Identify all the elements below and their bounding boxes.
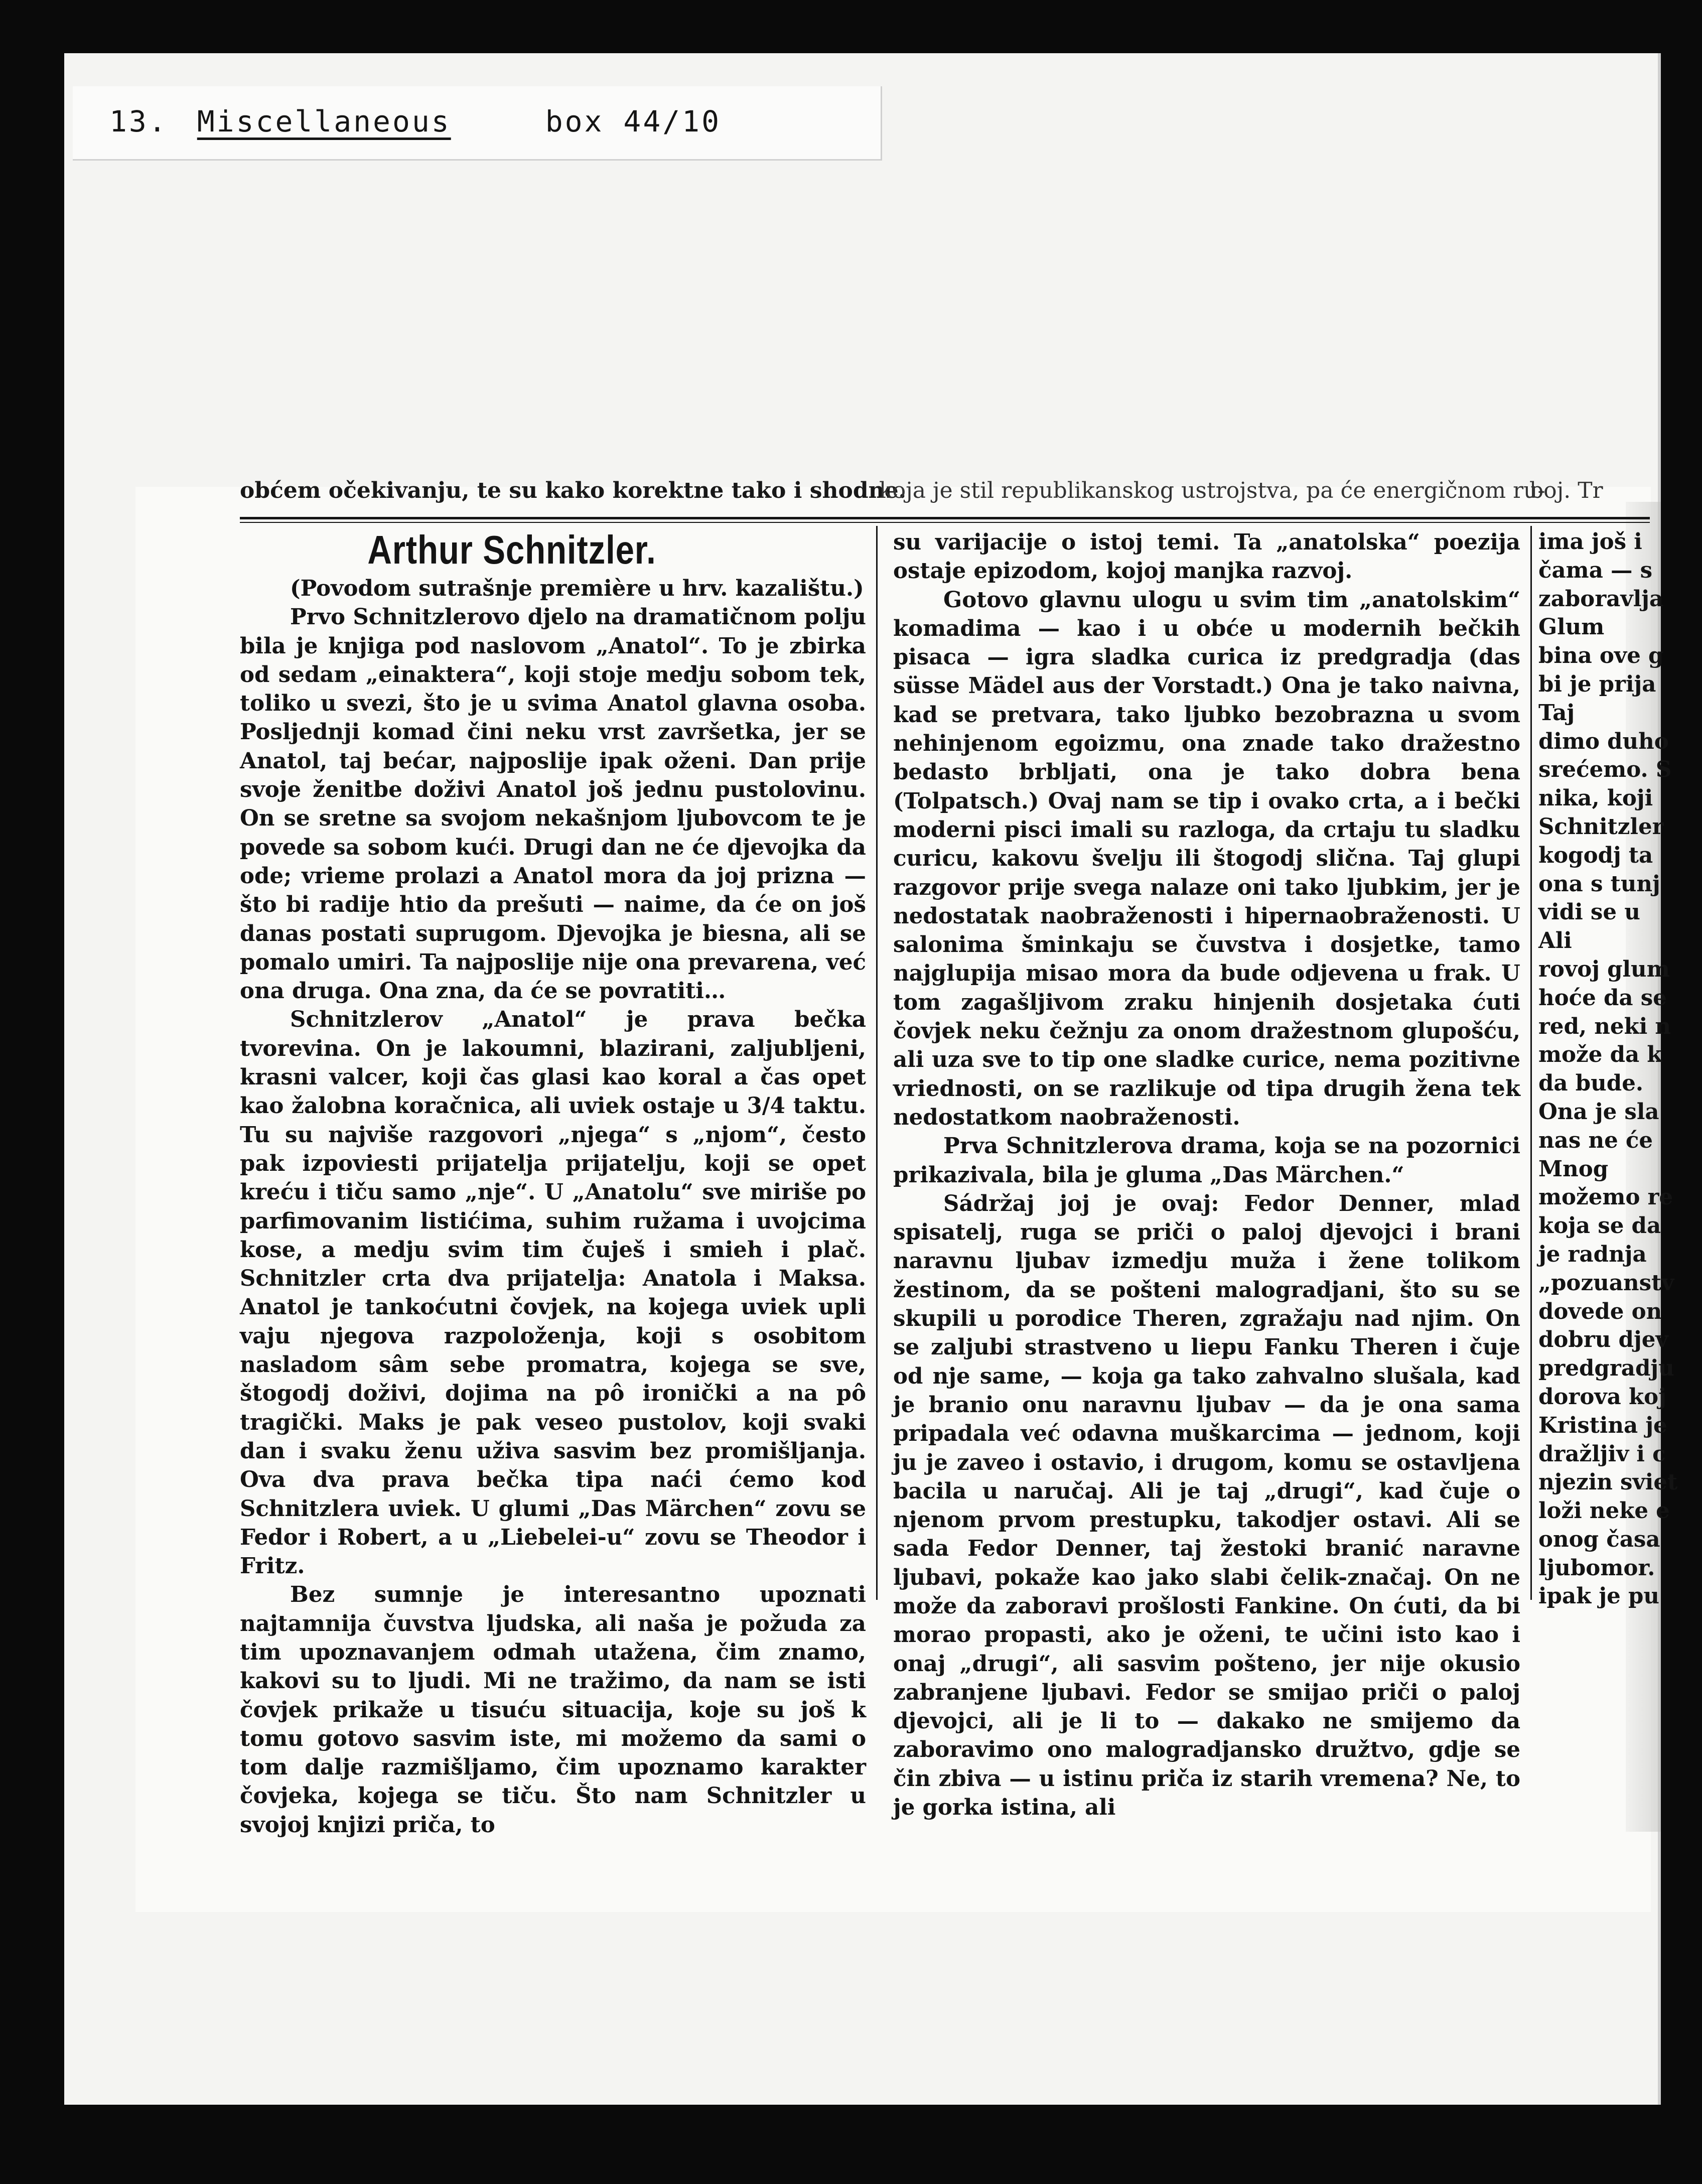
column-3-line: Schnitzler — [1538, 813, 1664, 840]
column-3-line: onog časa — [1538, 1526, 1660, 1552]
column-3-line: koja se da — [1538, 1213, 1661, 1239]
archive-box-number: box 44/10 — [545, 104, 721, 139]
column-3-line: loži neke e — [1538, 1498, 1670, 1524]
column-3-line: vidi se u — [1538, 899, 1640, 925]
column-3-line: srećemo. S — [1538, 757, 1672, 783]
column-3-line: čama — s — [1538, 557, 1653, 583]
column-3-line: ljubomor. — [1538, 1555, 1655, 1581]
article-paragraph: Sádržaj joj je ovaj: Fedor Denner, mlad spisatelj, ruga se priči o paloj djevojci i brani naravnu ljubav izmedju muža i žene tolikom žestinom, da se pošteni malogradjani, što su se skupili u porodice Theren, zgražaju nad njim. On se zaljubi strastveno u liepu Fanku Theren i čuje od nje same, — koja ga tako zahvalno slušala, kad je branio onu naravnu ljubav — da je ona sama pripadala već odavna muškarcima — jednom, koji ju je zaveo i ostavio, i drugom, komu se ostavljena bacila u naručaj. Ali je taj „drugi“, kad čuje o njenom prvom prestupku, takodjer ostavi. Ali se sada Fedor Denner, taj žestoki branić naravne ljubavi, pokaže kao jako slabi čelik-značaj. On ne može da zaboravi prošlosti Fankine. On ćuti, da bi morao propasti, ako je oženi, te učini isto kao i onaj „drugi“, ali sasvim pošteno, jer nije okusio zabranjene ljubavi. Fedor se smijao priči o paloj djevojci, ali je li to — dakako ne smijemo da zaboravimo ono malogradjansko družtvo, gdje se čin zbiva — u istinu priča iz starih vremena? Ne, to je gorka istina, ali — [893, 1190, 1520, 1821]
column-3-line: nas ne će — [1538, 1127, 1653, 1153]
article-column-2 — [893, 528, 1520, 1821]
header-rule-top — [240, 517, 1650, 519]
article-subtitle: (Povodom sutrašnje première u hrv. kazalištu.) — [290, 576, 864, 601]
column-3-line: rovoj glum — [1538, 956, 1670, 982]
header-rule-bottom — [240, 522, 1650, 523]
column-3-line: Taj — [1538, 700, 1575, 726]
previous-article-col1-fragment: obćem očekivanju, te su kako korektne tako i shodne. — [240, 478, 906, 503]
column-3-line: Kristina je — [1538, 1412, 1667, 1438]
column-3-line: njezin sviet — [1538, 1469, 1678, 1495]
column-3-line: dorova koj — [1538, 1384, 1666, 1410]
column-3-line: Ali — [1538, 928, 1572, 954]
article-paragraph: su varijacije o istoj temi. Ta „anatolska“ poezija ostaje epizodom, kojoj manjka razvoj. — [893, 529, 1520, 584]
column-3-line: Ona je sla — [1538, 1099, 1659, 1125]
column-3-line: zaboravlja — [1538, 586, 1664, 612]
column-3-line: možemo re — [1538, 1184, 1673, 1210]
archive-number: 13. — [109, 104, 168, 139]
article-column-1 — [240, 526, 866, 1838]
article-paragraph: Prva Schnitzlerova drama, koja se na pozornici prikazivala, bila je gluma „Das Märchen.“ — [893, 1133, 1520, 1188]
column-3-line: ima još i — [1538, 529, 1642, 555]
column-3-line: bi je prija — [1538, 671, 1656, 697]
column-3-line: Glum — [1538, 614, 1605, 640]
column-3-line: je radnja — [1538, 1241, 1647, 1267]
archive-category: Miscellaneous — [197, 104, 451, 139]
archive-label — [109, 96, 721, 147]
article-paragraph: Gotovo glavnu ulogu u svim tim „anatolskim“ komadima — kao i u obće u modernih bečkih pisaca — igra sladka curica iz predgradja (das süsse Mädel aus der Vorstadt.) Ona je tako naivna, kad se pretvara, tako ljubko bezobrazna u svom nehinjenom egoizmu, ona znade tako dražestno bedasto brbljati, ona je tako dobra bena (Tolpatsch.) Ovaj nam se tip i ovako crta, a i bečki moderni pisci imali su razloga, da crtaju tu sladku curicu, kakovu švelju ili štogodj slična. Taj glupi razgovor prije svega nalaze oni tako ljubkim, jer je nedostatak naobraženosti i hipernaobraženosti. U salonima šminkaju se čuvstva i dosjetke, tamo najglupija misao mora da bude odjevena u frak. U tom zagašljivom zraku hinjenih dosjetaka ćuti čovjek neku čežnju za onom dražestnom glupošću, ali uza sve to tip one sladke curice, nema pozitivne vriednosti, on se razlikuje od tipa drugih žena tek nedostatkom naobraženosti. — [893, 587, 1520, 1130]
column-3-line: dražljiv i c — [1538, 1441, 1666, 1467]
column-3-line: hoće da se — [1538, 985, 1667, 1011]
previous-article-col3-fragment: boj. Tr — [1529, 478, 1603, 503]
bleedthrough-text-left — [246, 1606, 863, 1671]
column-3-line: ona s tunj — [1538, 871, 1660, 897]
column-3-line: Mnog — [1538, 1156, 1609, 1182]
column-3-line: bina ove g — [1538, 643, 1664, 669]
column-3-line: nika, koji — [1538, 785, 1653, 811]
article-paragraph: Prvo Schnitzlerovo djelo na dramatičnom polju bila je knjiga pod naslovom „Anatol“. To je zbirka od sedam „einaktera“, koji stoje medju sobom tek, toliko u svezi, što je u svima Anatol glavna osoba. Posljednji komad čini neku vrst završetka, jer se Anatol, taj bećar, najposlije ipak oženi. Dan prije svoje ženitbe doživi Anatol još jednu pustolovinu. On se sretne sa svojom nekašnjom ljubovcom te je povede sa sobom kući. Drugi dan ne će djevojka da ode; vrieme prolazi a Anatol mora da joj prizna — što bi radije htio da prešuti — naime, da će on još danas postati suprugom. Djevojka je biesna, ali se pomalo umiri. Ta najposlije nije ona prevarena, već ona druga. Ona zna, da će se povratiti… — [240, 604, 866, 1004]
article-title: Arthur Schnitzler. — [367, 527, 656, 572]
column-3-line: ipak je pu — [1538, 1583, 1660, 1609]
column-3-line: dobru djev — [1538, 1327, 1668, 1353]
column-3-line: da bude. — [1538, 1070, 1644, 1097]
bleedthrough-text-right — [888, 1606, 1515, 1671]
column-3-line: kogodj ta — [1538, 842, 1653, 868]
column-3-line: „pozuanstv — [1538, 1270, 1674, 1296]
article-column-3-cut — [1538, 528, 1678, 1617]
column-rule-1 — [876, 526, 878, 1600]
column-3-line: red, neki n — [1538, 1013, 1671, 1039]
column-3-line: može da k — [1538, 1042, 1662, 1068]
column-rule-2 — [1530, 526, 1532, 1600]
article-paragraph: Schnitzlerov „Anatol“ je prava bečka tvorevina. On je lakoumni, blazirani, zaljubljeni, krasni valcer, koji čas glasi kao koral a čas opet kao žalobna koračnica, ali uviek ostaje u 3/4 taktu. Tu su najviše razgovori „njega“ s „njom“, često pak izpoviesti prijatelja prijatelju, koji se opet kreću i tiču samo „nje“. U „Anatolu“ sve miriše po parfimovanim listićima, suhim ružama i uvojcima kose, a medju svim tim čuješ i smieh i plač. Schnitzler crta dva prijatelja: Anatola i Maksa. Anatol je tankoćutni čovjek, na kojega uviek upli vaju njegova razpoloženja, koji s osobitom nasladom sâm sebe promatra, kojega se sve, štogodj doživi, dojima na pô ironički a na pô tragički. Maks je pak veseo pustolov, koji svaki dan i svaku ženu uživa sasvim bez promišljanja. Ova dva prava bečka tipa naći ćemo kod Schnitzlera uviek. U glumi „Das Märchen“ zovu se Fedor i Robert, a u „Liebelei-u“ zovu se Theodor i Fritz. — [240, 1007, 866, 1579]
column-3-line: dovede on — [1538, 1298, 1662, 1324]
previous-article-col2-fragment: koja je stil republikanskog ustrojstva, pa će energičnom ru- — [879, 478, 1545, 503]
column-3-line: predgradju — [1538, 1355, 1674, 1382]
column-3-line: dimo duho — [1538, 728, 1669, 754]
article-paragraph: Bez sumnje je interesantno upoznati najtamnija čuvstva ljudska, ali naša je požuda za tim upoznavanjem odmah utažena, čim znamo, kakovi su to ljudi. Mi ne tražimo, da nam se isti čovjek prikaže u tisuću situacija, koje su još k tomu gotovo sasvim iste, mi možemo da sami o tom dalje razmišljamo, čim upoznamo karakter čovjeka, kojega se tiču. Što nam Schnitzler u svojoj knjizi priča, to — [240, 1582, 866, 1838]
